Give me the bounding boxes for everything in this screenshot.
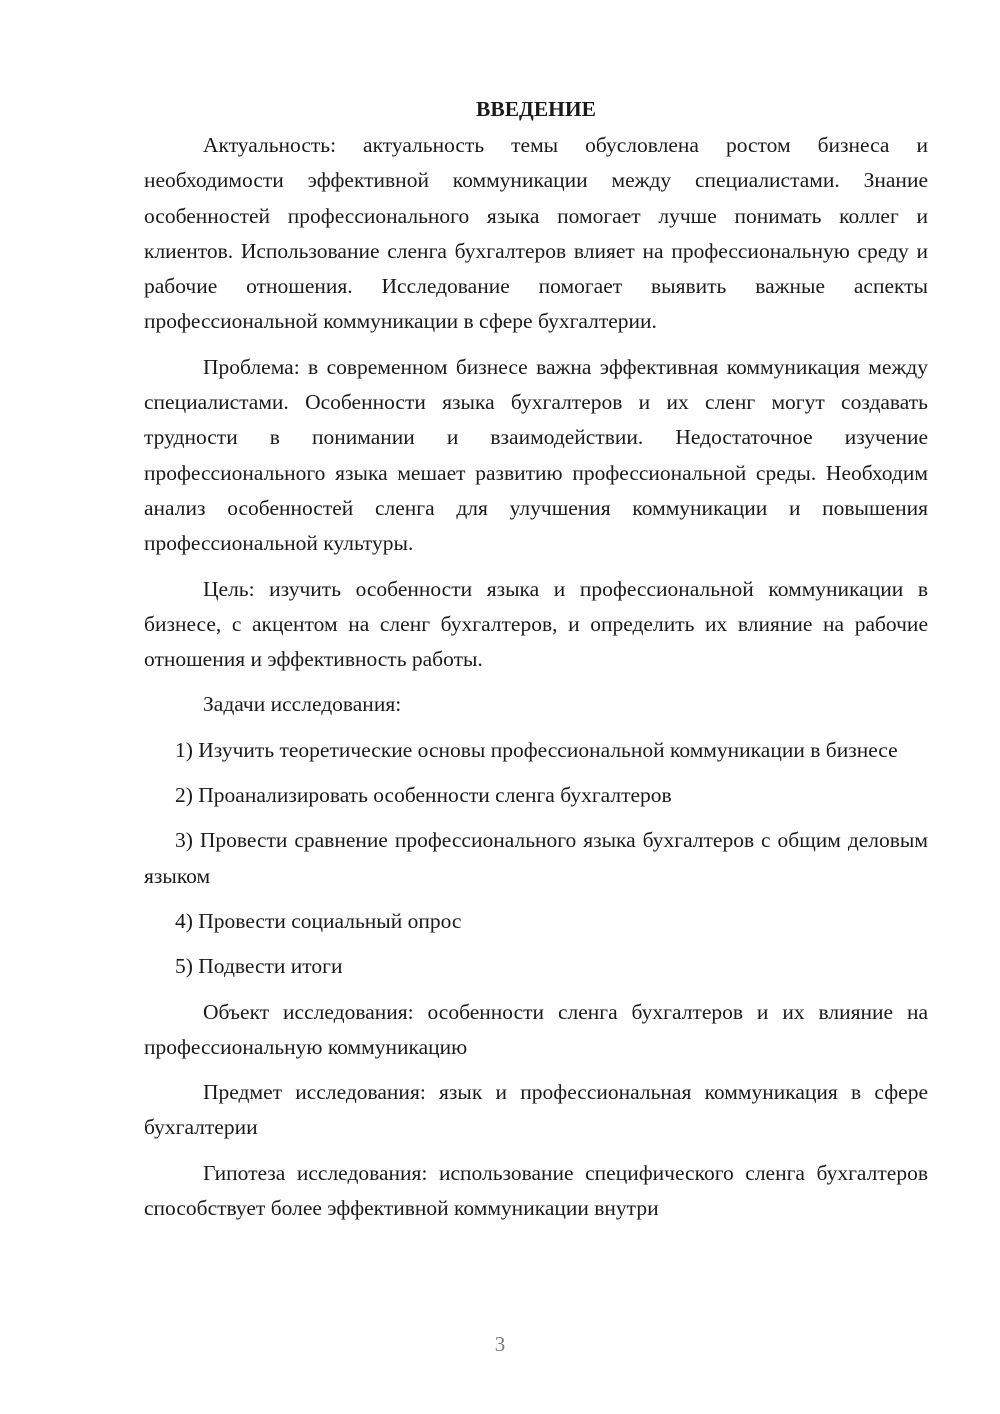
task-item-2: 2) Проанализировать особенности сленга бухгалтеров [175,783,672,808]
task-item-3: 3) Провести сравнение профессионального языка бухгалтеров с общим деловым языком [144,828,928,888]
task-item-5: 5) Подвести итоги [175,954,343,979]
task-item-1: 1) Изучить теоретические основы профессиональной коммуникации в бизнесе [175,737,898,762]
subject-paragraph: Предмет исследования: язык и профессиональная коммуникация в сфере бухгалтерии [144,1080,928,1140]
object-paragraph: Объект исследования: особенности сленга бухгалтеров и их влияние на профессиональную коммуникацию [144,999,928,1059]
page-content [144,92,928,1236]
section-title: ВВЕДЕНИЕ [476,97,596,121]
task-item-4: 4) Провести социальный опрос [175,908,462,933]
goal-paragraph: Цель: изучить особенности языка и профессиональной коммуникации в бизнесе, с акцентом на сленг бухгалтеров, и определить их влияние на рабочие отношения и эффективность работы. [144,576,928,672]
hypothesis-paragraph: Гипотеза исследования: использование специфического сленга бухгалтеров способствует более эффективной коммуникации внутри [144,1160,928,1221]
problem-paragraph: Проблема: в современном бизнесе важна эффективная коммуникация между специалистами. Особенности языка бухгалтеров и их сленг могут создавать трудности в понимании и взаимодействии. Недостаточное изучение профессионального языка мешает развитию профессиональной среды. Необходим анализ особенностей сленга для улучшения коммуникации и повышения профессиональной культуры. [144,354,928,556]
page-number: 3 [494,1332,506,1356]
tasks-heading: Задачи исследования: [203,692,402,717]
relevance-paragraph: Актуальность: актуальность темы обусловлена ростом бизнеса и необходимости эффективной коммуникации между специалистами. Знание особенностей профессионального языка помогает лучше понимать коллег и клиентов. Использование сленга бухгалтеров влияет на профессиональную среду и рабочие отношения. Исследование помогает выявить важные аспекты профессиональной коммуникации в сфере бухгалтерии. [144,133,928,334]
